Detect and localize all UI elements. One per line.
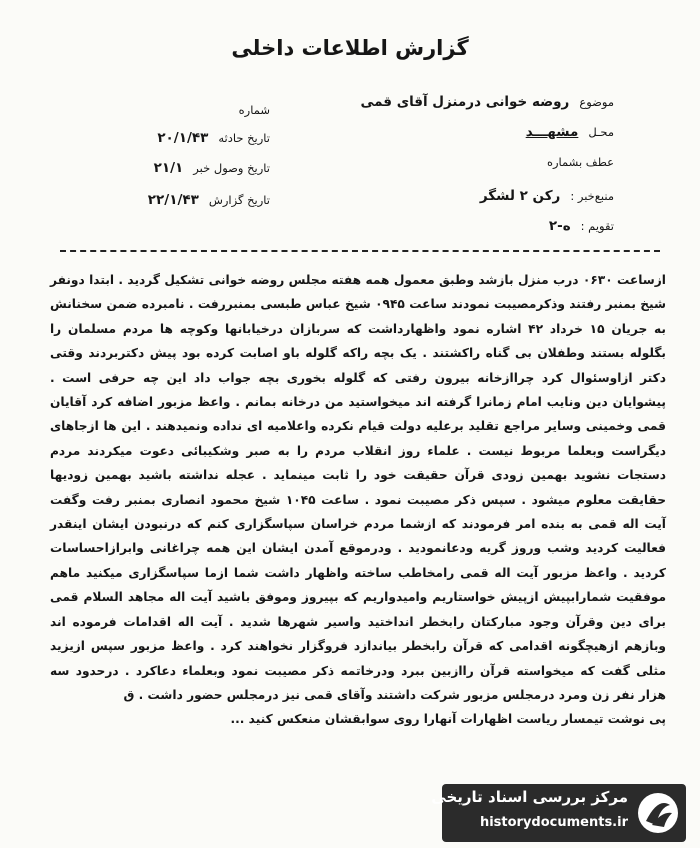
field-location-value: مشهـــد <box>525 124 579 140</box>
field-source <box>480 188 614 204</box>
field-reference-label: عطف بشماره <box>546 155 614 169</box>
document-title: گزارش اطلاعات داخلی <box>231 36 469 60</box>
report-footnote: پی نوشت تیمسار ریاست اظهارات آنهارا روی سوابقشان منعکس کنید ... <box>230 712 666 727</box>
field-subject-label: موضوع <box>579 95 614 109</box>
field-report-date-value: ۲۲/۱/۴۳ <box>147 192 199 208</box>
header-divider <box>60 250 660 252</box>
field-received-date-label: تاریخ وصول خبر <box>193 161 270 175</box>
field-calendar-value: ه-۲ <box>548 218 571 234</box>
field-subject-value: روضه خوانی درمنزل آقای قمی <box>360 94 570 110</box>
report-body <box>50 268 666 732</box>
field-report-date <box>148 192 270 208</box>
field-incident-date <box>157 130 270 146</box>
field-subject <box>360 94 614 110</box>
report-paragraph: ازساعت ۰۶۳۰ درب منزل بازشد وطبق معمول همه هفته مجلس روضه خوانی تشکیل گردید . ابتدا دونفر شیخ بمنبر رفتند وذکرمصیبت نمودند ساعت ۰۹۴۵ شیخ عباس طبسی بمنبررفت . نامبرده ضمن سخنانش به جریان ۱۵ خرداد ۴۲ اشاره نمود واظهارداشت که سربازان درخیابانها وکوچه ها مردم مسلمان را بگلوله بستند وطفلان بی گناه راکشتند . یک بچه راکه گلوله باو اصابت کرده بود پیش دکتربردند وقتی دکتر ازاوسئوال کرد چراازخانه بیرون رفتی که گلوله بخوری بچه جواب داد این چه حرفی است . پیشوایان دین ونایب امام زمانرا گرفته اند میخواستید من درخانه بمانم . واعظ مزبور اضافه کرد آقایان قمی وخمینی وسایر مراجع تقلید برعلیه دولت قیام نکرده واعلامیه ای نداده ونمیدهند . این ها ازجاهای دیگراست وبعلما مربوط نیست . علماء روز انقلاب مردم را به صبر وشکیبائی دعوت میکردند مردم دستجات نشوید بهمین زودی قرآن حقیقت خود را ثابت مینماید . عجله نداشته باشید بهمین زودیها حقایقت معلوم میشود . سپس ذکر مصیبت نمود . ساعت ۱۰۴۵ شیخ محمود انصاری بمنبر رفت وگفت آیت اله قمی به بنده امر فرمودند که ازشما مردم خراسان سپاسگزاری کنم که درنبودن ایشان اینقدر فعالیت کردید وشب وروز گریه ودعانمودید . ودرموقع آمدن ایشان این همه چراغانی وابرازاحساسات کردید . واعظ مزبور آیت اله قمی رامخاطب ساخته واظهار داشت شما ازما سپاسگزاری میکنید ماهم موفقیت شمارابپیش ازپیش خواستاریم وامیدواریم که بپیروز وموفق باشید آیت اله مجاهد السلام قمی برای دین وقرآن وجود مبارکتان رابخطر انداختید واسیر شهرها شدید . آیت اله اقدامات فرموده اند وبازهم ازهیچگونه اقدامی که قرآن رابخطر بیاندازد فروگزار نخواهند کرد . واعظ مزبور سپس ازیزید مثلی گفت که میخواسته قرآن راازبین ببرد ودرخاتمه ذکر مصیبت نمود وبعلماء دعاکرد . درحدود سه هزار نفر زن ومرد درمجلس مزبور شرکت داشتند وآقای قمی نیز درمجلس حضور داشت . ق <box>50 273 667 702</box>
watermark-title: مرکز بررسی اسناد تاریخی <box>431 788 628 806</box>
field-incident-date-value: ۲۰/۱/۴۳ <box>157 130 209 146</box>
field-incident-date-label: تاریخ حادثه <box>218 131 270 145</box>
field-calendar <box>549 218 614 234</box>
field-reference <box>541 154 614 170</box>
field-source-label: منبع‌خبر : <box>570 189 614 203</box>
field-source-value: رکن ۲ لشگر <box>479 188 561 204</box>
field-received-date <box>154 160 270 176</box>
field-location-label: محـل <box>588 125 614 139</box>
field-number-label: شماره <box>238 103 270 117</box>
field-calendar-label: تقویم : <box>580 219 614 233</box>
field-number <box>233 102 270 118</box>
watermark-logo <box>431 784 686 842</box>
archive-emblem-icon <box>636 791 680 835</box>
field-location <box>526 124 614 140</box>
watermark-url: historydocuments.ir <box>479 815 628 830</box>
field-received-date-value: ۲۱/۱ <box>153 160 184 176</box>
field-report-date-label: تاریخ گزارش <box>208 193 270 207</box>
